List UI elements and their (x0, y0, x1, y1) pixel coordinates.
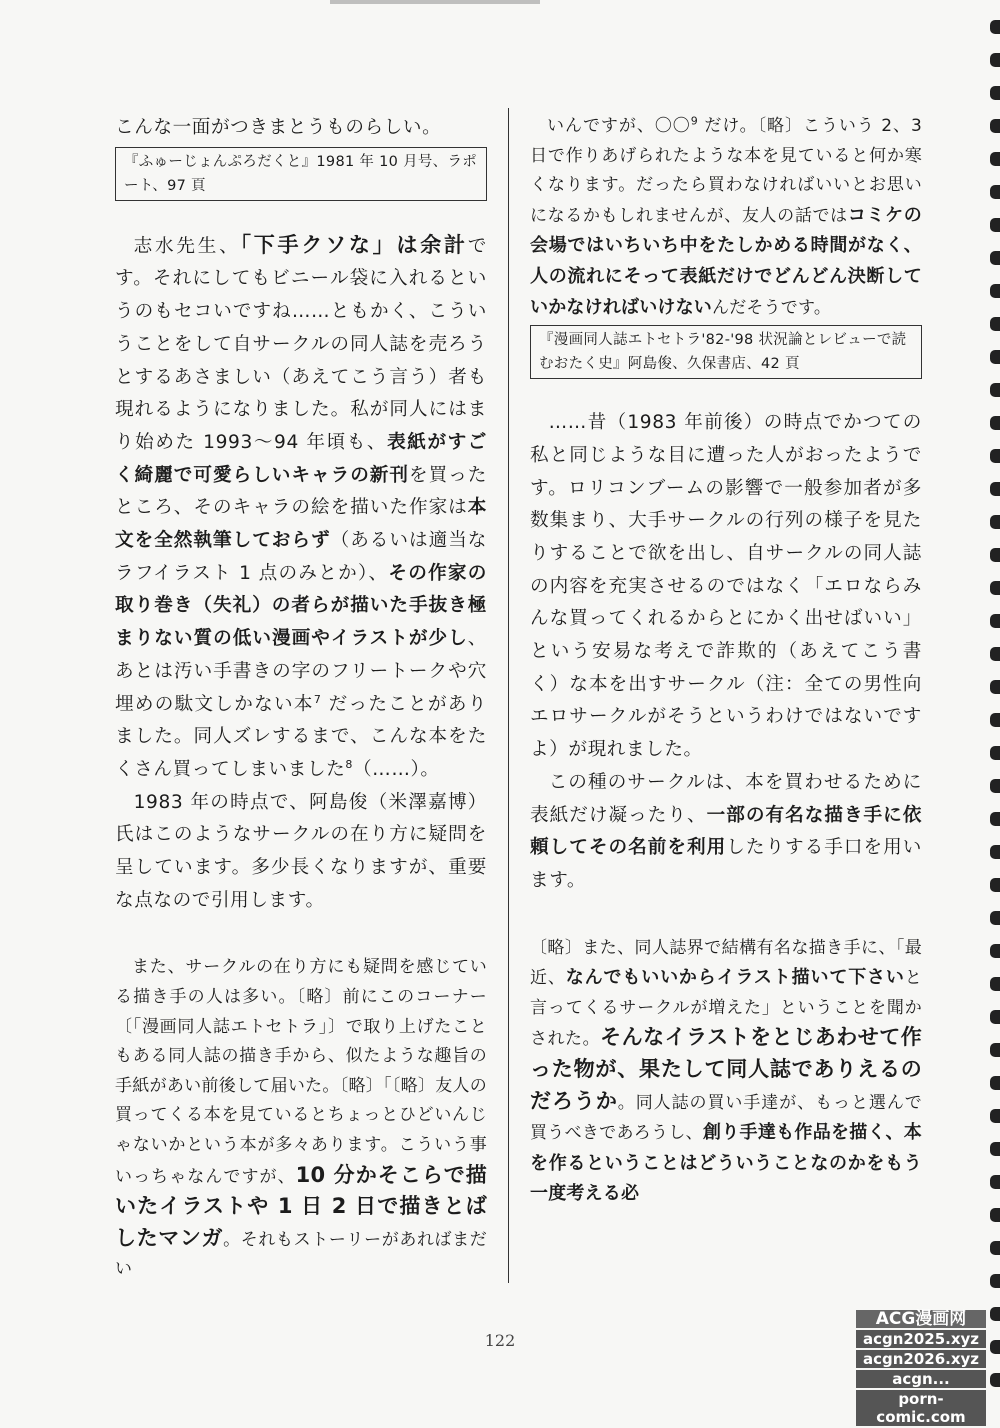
top-edge-smudge (330, 0, 540, 4)
left-paragraph-1: 志水先生、「下手クソな」は余計です。それにしてもビニール袋に入れるというのもセコいですね……ともかく、こういうことをして自サークルの同人誌を売ろうとするあさましい（あえてこう言う）者も現れるようになりました。私が同人にはまり始めた 1993～94 年頃も、表紙がすごく綺麗で可愛らしいキャラの新刊を買ったところ、そのキャラの絵を描いた作家は本文を全然執筆しておらず（あるいは適当なラフイラスト 1 点のみとか）、その作家の取り巻き（失礼）の者らが描いた手抜き極まりない質の低い漫画やイラストが少し、あとは汚い手書きの字のフリートークや穴埋めの駄文しかない本$^7$ だったことがありました。同人ズレするまで、こんな本をたくさん買ってしまいました$^8$（……）。 (115, 232, 487, 780)
binding-hole (990, 746, 1000, 760)
binding-hole (990, 1010, 1000, 1024)
binding-hole (990, 944, 1000, 958)
page-number: 122 (484, 1331, 516, 1350)
binding-hole (990, 20, 1000, 34)
binding-hole (990, 779, 1000, 793)
binding-hole (990, 845, 1000, 859)
left-column (115, 112, 487, 1285)
binding-hole (990, 86, 1000, 100)
binding-hole (990, 218, 1000, 232)
right-paragraph-1: ……昔（1983 年前後）の時点でかつての私と同じような目に遭った人がおったようです。ロリコンブームの影響で一般参加者が多数集まり、大手サークルの行列の様子を見たりすることで欲を出し、自サークルの同人誌の内容を充実させるのではなく「エロならみんな買ってくれるからとにかく出せばいい」という安易な考えで詐欺的（あえてこう書く）な本を出すサークル（注：全ての男性向エロサークルがそうというわけではないですよ）が現れました。 (530, 412, 922, 761)
watermark-title: ACG漫画网 (856, 1310, 986, 1328)
binding-hole (990, 1208, 1000, 1222)
binding-hole (990, 1307, 1000, 1321)
binding-hole (990, 350, 1000, 364)
watermark (856, 1310, 986, 1428)
binding-hole (990, 680, 1000, 694)
footnote-ref-7: 7 (313, 692, 322, 706)
binding-hole (990, 284, 1000, 298)
binding-hole (990, 1274, 1000, 1288)
right-column (530, 112, 922, 1210)
binding-hole (990, 317, 1000, 331)
binding-hole (990, 1340, 1000, 1354)
binding-hole (990, 977, 1000, 991)
binding-hole (990, 1142, 1000, 1156)
binding-hole (990, 581, 1000, 595)
binding-hole (990, 152, 1000, 166)
binding-hole (990, 1241, 1000, 1255)
watermark-line-2: acgn2026.xyz (856, 1350, 986, 1368)
binding-hole (990, 251, 1000, 265)
binding-hole (990, 812, 1000, 826)
binding-hole (990, 614, 1000, 628)
quote-block-right-continued: いんですが、〇〇$^9$ だけ。〔略〕こういう 2、3 日で作りあげられたような本を見ていると何か寒くなります。だったら買わなければいいとお思いになるかもしれませんが、友人の話ではコミケの会場ではいちいち中をたしかめる時間がなく、人の流れにそって表紙だけでどんどん決断していかなければいけないんだそうです。 (530, 114, 922, 318)
binding-hole (990, 482, 1000, 496)
column-divider (508, 108, 509, 1283)
footnote-ref-8: 8 (345, 757, 353, 771)
watermark-line-4: porn-comic.com (856, 1390, 986, 1426)
binding-hole (990, 119, 1000, 133)
quote-block-left: また、サークルの在り方にも疑問を感じている描き手の人は多い。〔略〕前にこのコーナー〔「漫画同人誌エトセトラ」〕で取り上げたこともある同人誌の描き手から、似たような趣旨の手紙があい前後して届いた。〔略〕「〔略〕友人の買ってくる本を見ているとちょっとひどいんじゃないかという本が多々あります。こういう事いっちゃなんですが、10 分かそこらで描いたイラストや 1 日 2 日で描きとばしたマンガ。それもストーリーがあればまだい (115, 957, 488, 1280)
binding-hole (990, 911, 1000, 925)
citation-box-2: 『漫画同人誌エトセトラ'82-'98 状況論とレビューで読むおたく史』阿島俊、久保書店、42 頁 (530, 325, 922, 379)
spiral-binding-edge (982, 0, 1000, 1419)
binding-hole (990, 449, 1000, 463)
binding-hole (990, 383, 1000, 397)
binding-hole (990, 713, 1000, 727)
left-paragraph-2: 1983 年の時点で、阿島俊（米澤嘉博）氏はこのようなサークルの在り方に疑問を呈しています。多少長くなりますが、重要な点なので引用します。 (115, 791, 487, 911)
binding-hole (990, 53, 1000, 67)
binding-hole (990, 878, 1000, 892)
binding-hole (990, 185, 1000, 199)
binding-hole (990, 515, 1000, 529)
binding-hole (990, 647, 1000, 661)
right-paragraph-2: この種のサークルは、本を買わせるために表紙だけ凝ったり、一部の有名な描き手に依頼してその名前を利用したりする手口を用います。 (530, 771, 922, 891)
binding-hole (990, 416, 1000, 430)
quote-block-right-2: 〔略〕また、同人誌界で結構有名な描き手に、「最近、なんでもいいからイラスト描いて下さいと言ってくるサークルが増えた」ということを聞かされた。そんなイラストをとじあわせて作った物が、果たして同人誌でありえるのだろうか。同人誌の買い手達が、もっと選んで買うべきであろうし、創り手達も作品を描く、本を作るということはどういうことなのかをもう一度考える必 (530, 937, 922, 1205)
binding-hole (990, 1043, 1000, 1057)
binding-hole (990, 1076, 1000, 1090)
footnote-ref-9: 9 (690, 114, 698, 128)
binding-hole (990, 1175, 1000, 1189)
binding-hole (990, 1109, 1000, 1123)
watermark-line-1: acgn2025.xyz (856, 1330, 986, 1348)
citation-box-1: 『ふゅーじょんぷろだくと』1981 年 10 月号、ラポート、97 頁 (115, 147, 487, 201)
binding-hole (990, 1373, 1000, 1387)
watermark-line-3: acgn... (856, 1370, 986, 1388)
binding-hole (990, 548, 1000, 562)
intro-line: こんな一面がつきまとうものらしい。 (115, 117, 442, 138)
